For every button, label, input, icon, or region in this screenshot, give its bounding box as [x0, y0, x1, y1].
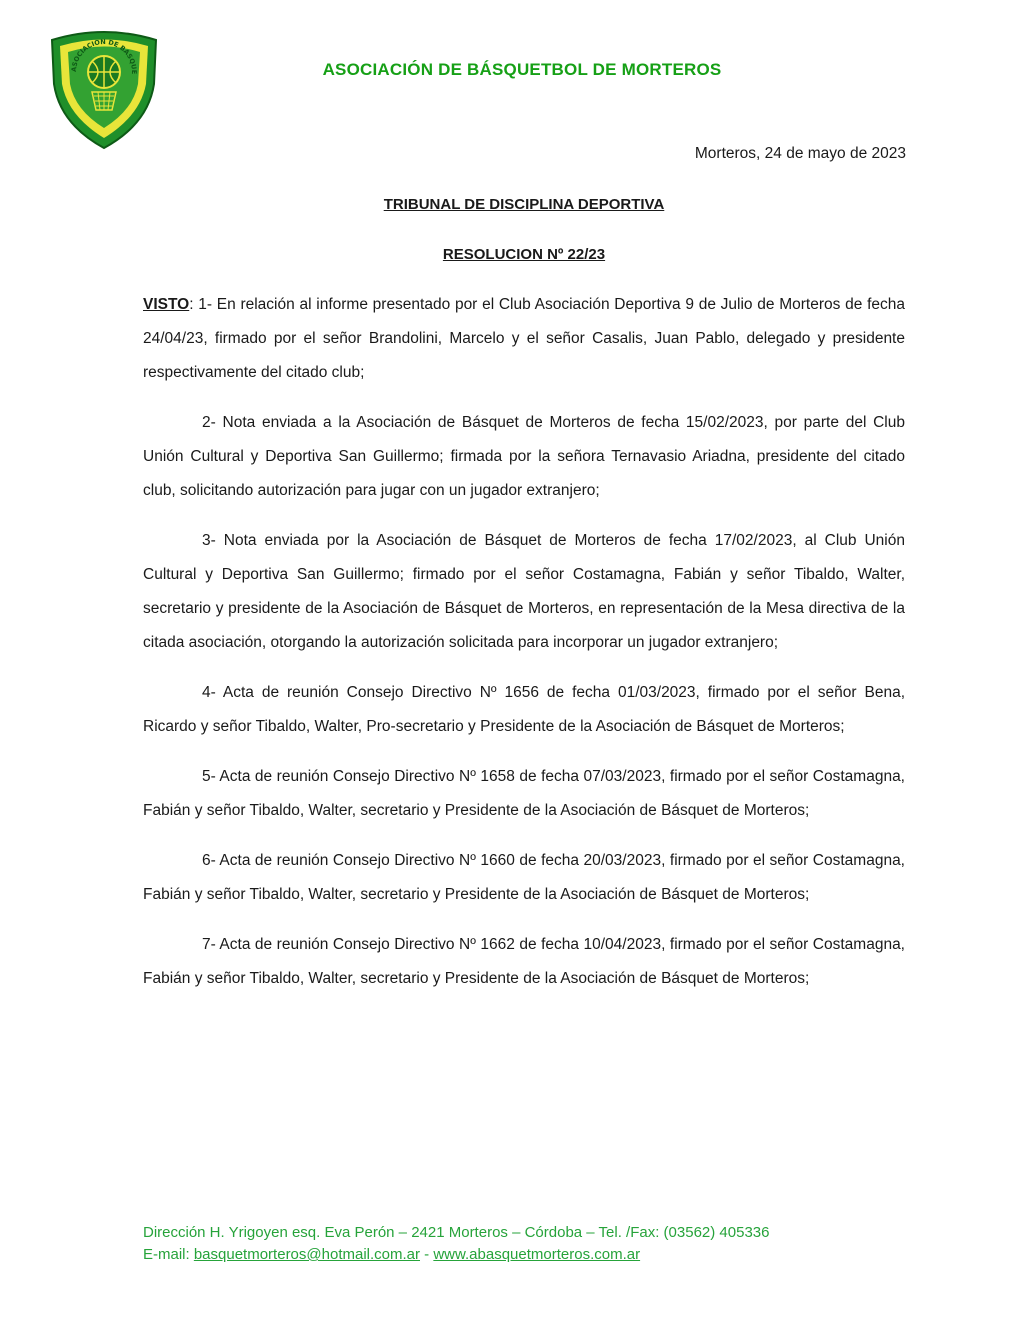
footer-website-link[interactable]: www.abasquetmorteros.com.ar — [433, 1246, 641, 1263]
visto-item-3: 3- Nota enviada por la Asociación de Básquet de Morteros de fecha 17/02/2023, al Club Unión Cultural y Deportiva San Guillermo; firmado por el señor Costamagna, Fabián y señor Tibaldo, Walter, secretario y presidente de la Asociación de Básquet de Morteros, en representación de la Mesa directiva de la citada asociación, otorgando la autorización solicitada para incorporar un jugador extranjero; — [143, 532, 905, 651]
visto-item-2: 2- Nota enviada a la Asociación de Básquet de Morteros de fecha 15/02/2023, por parte del Club Unión Cultural y Deportiva San Guillermo; firmada por la señora Ternavasio Ariadna, presidente del citado club, solicitando autorización para jugar con un jugador extranjero; — [143, 414, 905, 499]
footer-address: Dirección H. Yrigoyen esq. Eva Perón – 2421 Morteros – Córdoba – Tel. /Fax: (03562) 405336 — [143, 1224, 770, 1241]
visto-item-1-text: : 1- En relación al informe presentado por el Club Asociación Deportiva 9 de Julio de Morteros de fecha 24/04/23, firmado por el señor Brandolini, Marcelo y el señor Casalis, Juan Pablo, delegado y presidente respectivamente del citado club; — [143, 296, 905, 381]
footer — [143, 1222, 769, 1266]
association-logo — [48, 26, 160, 150]
visto-item-1 — [143, 288, 905, 390]
visto-item-5: 5- Acta de reunión Consejo Directivo Nº 1658 de fecha 07/03/2023, firmado por el señor Costamagna, Fabián y señor Tibaldo, Walter, secretario y Presidente de la Asociación de Básquet de Morteros; — [143, 768, 905, 819]
svg-text:ASOCIACION DE BASQUETBOL DE MO: ASOCIACION DE BASQUE — [69, 37, 139, 75]
document-date: Morteros, 24 de mayo de 2023 — [694, 145, 906, 162]
visto-item-6: 6- Acta de reunión Consejo Directivo Nº 1660 de fecha 20/03/2023, firmado por el señor Costamagna, Fabián y señor Tibaldo, Walter, secretario y Presidente de la Asociación de Básquet de Morteros; — [143, 852, 905, 903]
visto-item-4: 4- Acta de reunión Consejo Directivo Nº 1656 de fecha 01/03/2023, firmado por el señor Bena, Ricardo y señor Tibaldo, Walter, Pro-secretario y Presidente de la Asociación de Básquet de Morteros; — [143, 684, 905, 735]
visto-item-7: 7- Acta de reunión Consejo Directivo Nº 1662 de fecha 10/04/2023, firmado por el señor Costamagna, Fabián y señor Tibaldo, Walter, secretario y Presidente de la Asociación de Básquet de Morteros; — [143, 936, 905, 987]
basketball-shield-logo-icon — [48, 26, 160, 150]
organization-title: ASOCIACIÓN DE BÁSQUETBOL DE MORTEROS — [322, 60, 722, 79]
visto-label: VISTO — [143, 296, 190, 313]
footer-email-prefix: E-mail: — [143, 1246, 194, 1263]
footer-email-link[interactable]: basquetmorteros@hotmail.com.ar — [193, 1246, 420, 1263]
footer-contact — [143, 1244, 769, 1266]
footer-separator: - — [420, 1246, 434, 1263]
resolution-heading: RESOLUCION Nº 22/23 — [442, 246, 606, 263]
visto-section — [143, 288, 905, 1012]
tribunal-heading: TRIBUNAL DE DISCIPLINA DEPORTIVA — [383, 196, 665, 213]
